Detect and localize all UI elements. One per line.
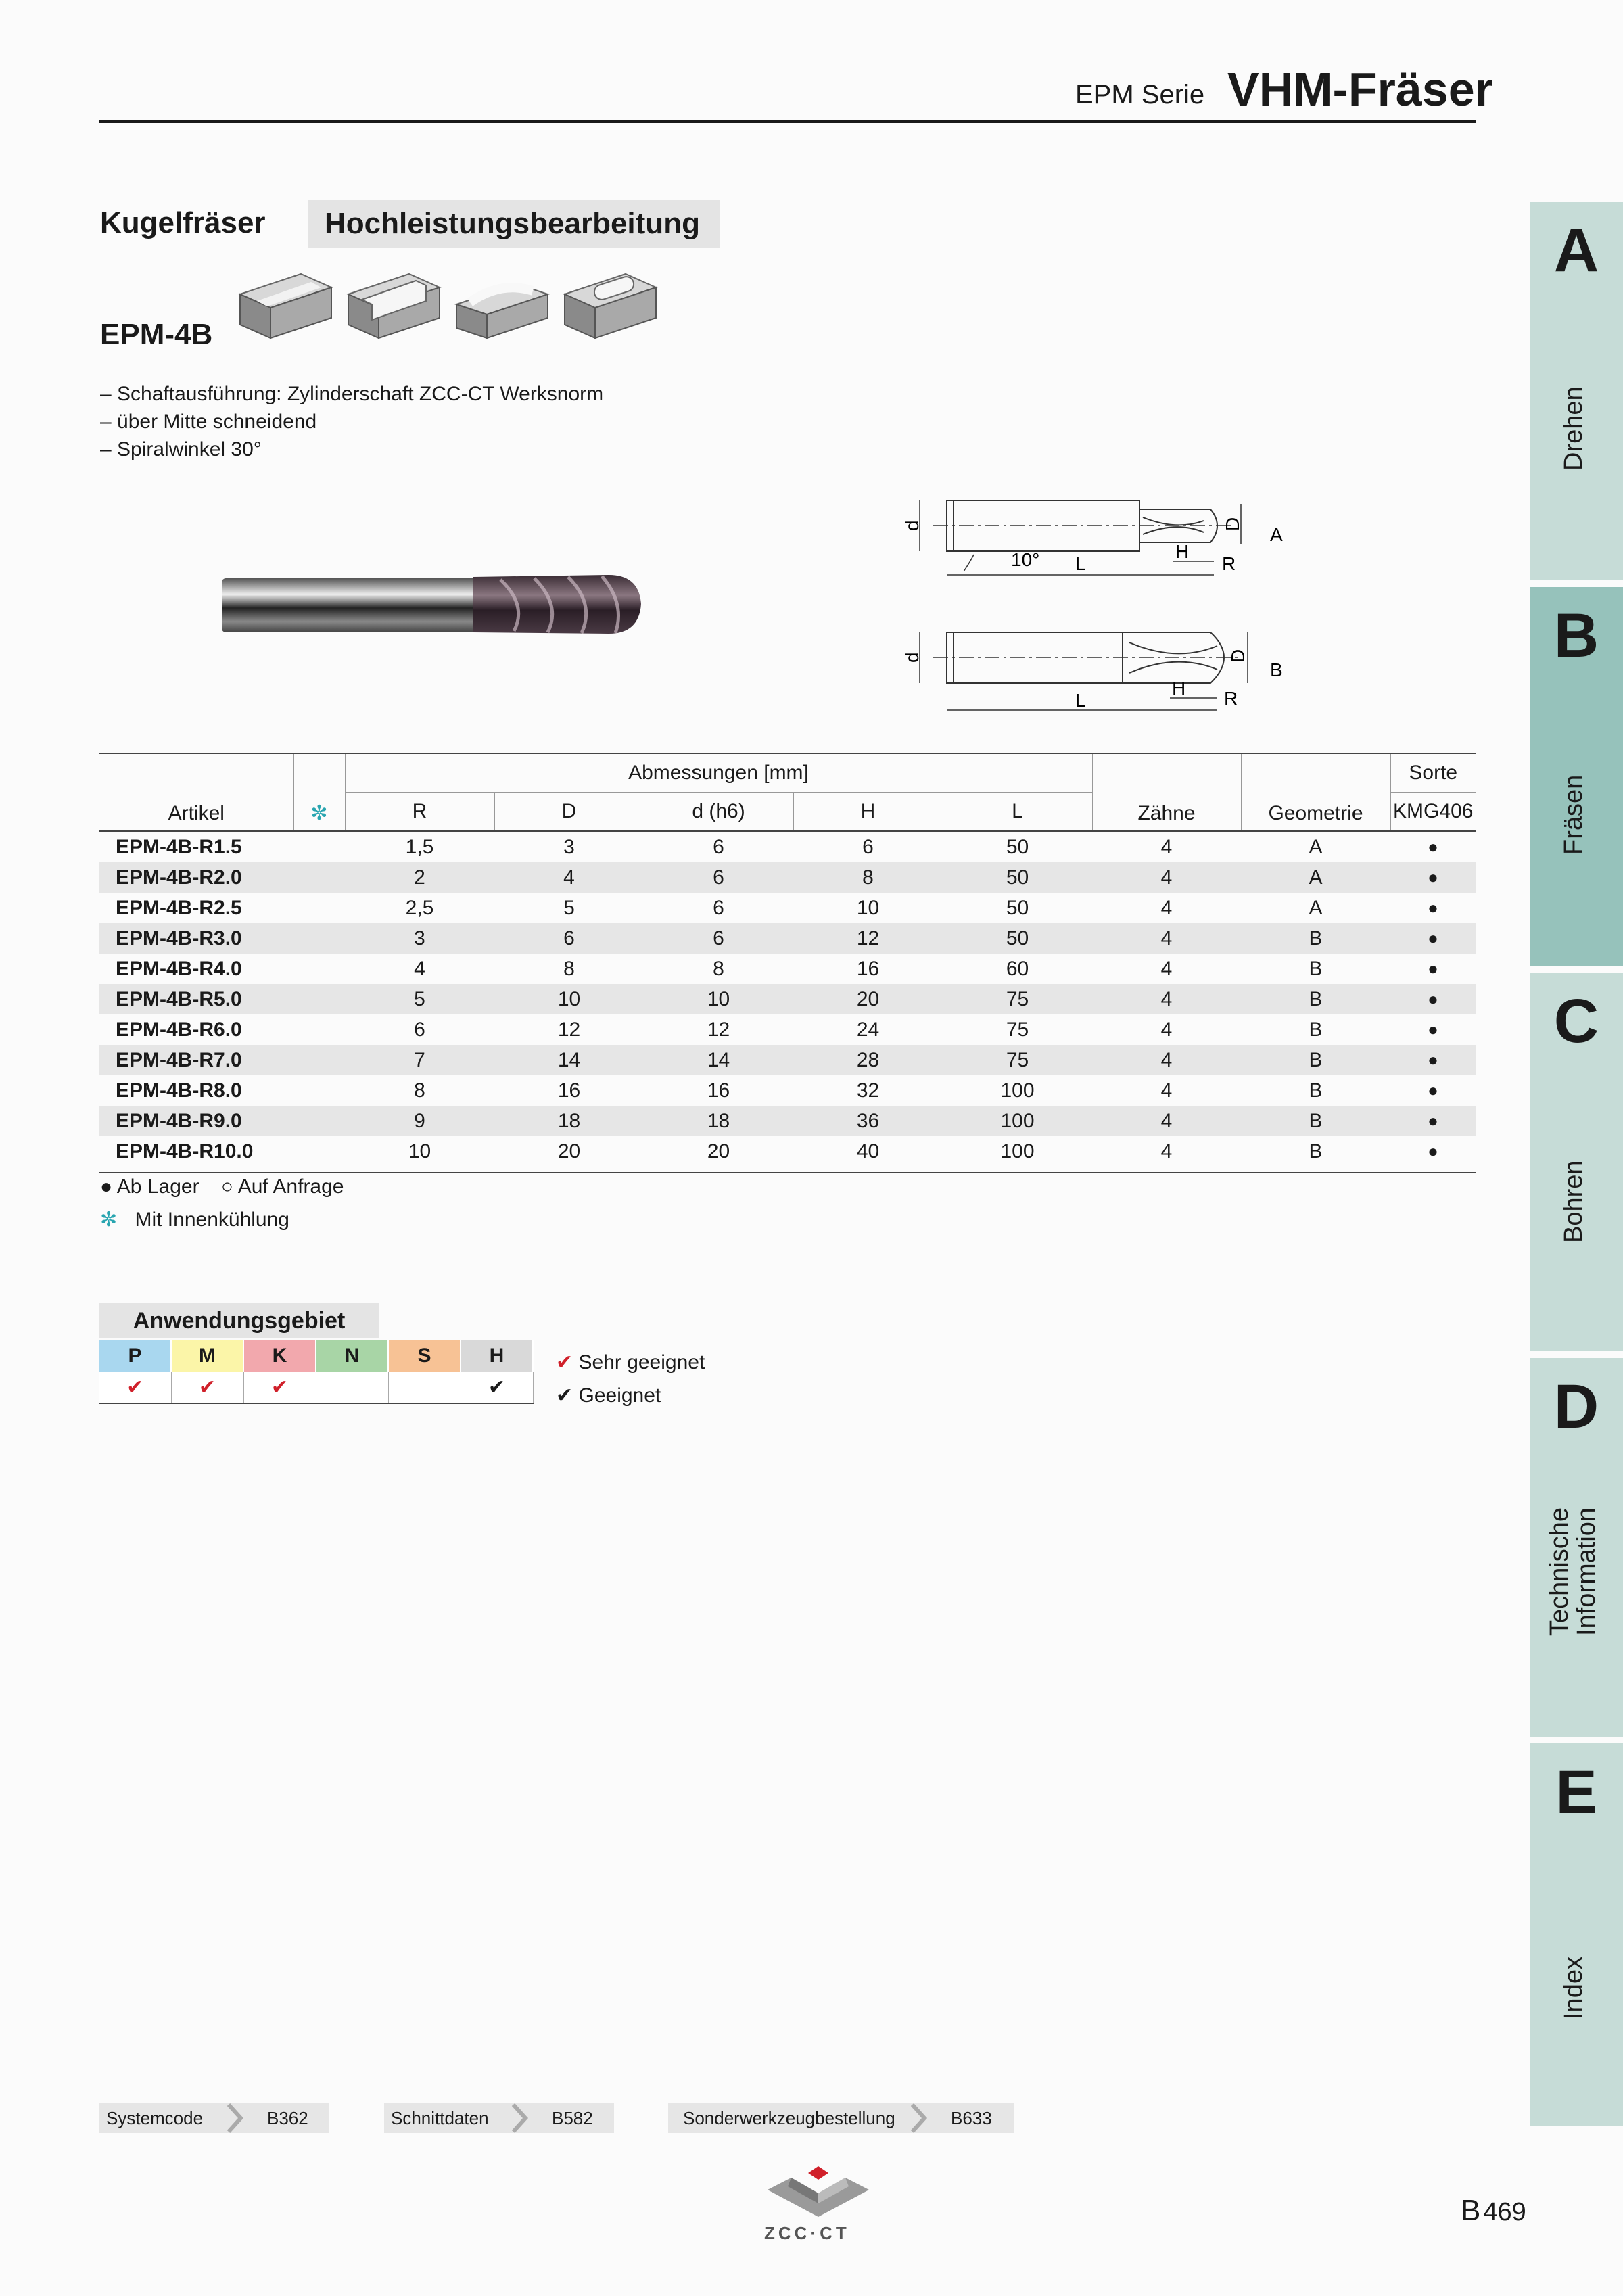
table-cell: 6	[414, 1018, 425, 1041]
table-cell: 10	[494, 984, 644, 1014]
application-table	[99, 1340, 534, 1404]
table-cell: 4	[1160, 1140, 1173, 1163]
dim-R: R	[1222, 553, 1236, 574]
feature-item: – Schaftausführung: Zylinderschaft ZCC-CT Werksnorm	[100, 383, 604, 405]
article-code: EPM-4B-R1.5	[116, 835, 242, 858]
table-cell: 50	[943, 923, 1092, 954]
feature-item: – Spiralwinkel 30°	[100, 438, 262, 461]
drawing-geometry-a	[901, 490, 1292, 592]
material-code-n: N	[316, 1340, 388, 1372]
table-cell: 12	[793, 923, 943, 954]
check-red-icon: ✔	[556, 1351, 573, 1374]
dim-R: R	[1224, 688, 1238, 709]
table-cell: 12	[557, 1018, 581, 1041]
dim-d: d	[901, 652, 922, 663]
table-cell: 60	[1006, 957, 1029, 980]
table-cell: 4	[1092, 1106, 1241, 1136]
article-code: EPM-4B-R7.0	[99, 1045, 293, 1075]
table-row	[99, 923, 1476, 954]
application-legend	[556, 1346, 705, 1412]
col-d-h6: d (h6)	[644, 793, 793, 832]
table-cell: B	[1241, 984, 1390, 1014]
material-mark-s	[388, 1372, 461, 1403]
geometry-label-b: B	[1270, 659, 1283, 680]
table-row	[99, 1106, 1476, 1136]
tab-letter: A	[1553, 216, 1599, 285]
stock-legend	[100, 1175, 344, 1198]
table-row	[99, 1136, 1476, 1167]
table-cell: 1,5	[405, 835, 434, 858]
col-zaehne: Zähne	[1092, 753, 1241, 831]
dim-D: D	[1222, 517, 1243, 531]
table-cell: 75	[943, 984, 1092, 1014]
table-cell: 3	[345, 923, 494, 954]
table-cell	[293, 862, 345, 893]
table-cell: 4	[1160, 835, 1173, 858]
link-label: Systemcode	[106, 2108, 204, 2128]
table-cell: 3	[563, 835, 575, 858]
legend-very-suitable: Sehr geeignet	[578, 1351, 705, 1374]
geometry-label-a: A	[1270, 524, 1283, 545]
feature-list	[100, 380, 603, 463]
material-mark-p: ✔	[99, 1372, 171, 1403]
feature-item: – über Mitte schneidend	[100, 411, 317, 433]
table-cell: 36	[793, 1106, 943, 1136]
table-cell	[293, 893, 345, 923]
table-cell: 20	[557, 1140, 581, 1163]
table-cell: ●	[1428, 897, 1438, 918]
table-cell: 20	[793, 984, 943, 1014]
table-cell	[293, 954, 345, 984]
table-cell: 5	[563, 896, 575, 919]
material-code-p: P	[99, 1340, 171, 1372]
table-cell: 16	[557, 1079, 581, 1102]
article-code: EPM-4B-R2.0	[99, 862, 293, 893]
material-code-s: S	[388, 1340, 461, 1372]
chevron-right-icon	[225, 2103, 245, 2133]
table-cell: 10	[856, 896, 880, 919]
table-cell: 4	[1160, 957, 1173, 980]
product-title: EPM-4B	[100, 318, 213, 351]
drawing-geometry-b	[901, 622, 1292, 724]
table-cell: 6	[644, 862, 793, 893]
material-mark-n	[316, 1372, 388, 1403]
table-cell: 7	[345, 1045, 494, 1075]
table-cell: 8	[414, 1079, 425, 1102]
tool-photo	[216, 565, 649, 642]
table-row	[99, 1075, 1476, 1106]
spec-table	[99, 753, 1476, 1167]
table-cell: 100	[1000, 1079, 1035, 1102]
table-cell: ●	[1428, 1019, 1438, 1039]
table-cell	[293, 984, 345, 1014]
table-cell: 4	[1092, 1045, 1241, 1075]
category-badge: Hochleistungsbearbeitung	[308, 200, 720, 248]
table-cell: 50	[943, 862, 1092, 893]
dim-H: H	[1175, 541, 1190, 562]
tab-letter: C	[1553, 987, 1599, 1056]
table-cell: 12	[707, 1018, 730, 1041]
tab-letter: E	[1555, 1758, 1597, 1827]
material-mark-h: ✔	[461, 1372, 533, 1403]
table-cell: 14	[644, 1045, 793, 1075]
col-geometrie: Geometrie	[1241, 753, 1390, 831]
tab-label: Technische Information	[1545, 1507, 1601, 1637]
header-rule	[99, 120, 1476, 123]
dim-D: D	[1227, 649, 1248, 663]
table-cell: 4	[1160, 1079, 1173, 1102]
table-cell: 6	[494, 923, 644, 954]
table-cell: ●	[1428, 837, 1438, 857]
col-r: R	[345, 793, 494, 832]
material-code-h: H	[461, 1340, 533, 1372]
legend-stock: ● Ab Lager	[100, 1175, 199, 1198]
col-d-upper: D	[494, 793, 644, 832]
table-cell: B	[1309, 1140, 1323, 1163]
table-cell: 6	[713, 835, 724, 858]
coolant-icon: ✼	[293, 753, 345, 831]
tab-technische-information[interactable]	[1530, 1358, 1623, 1737]
tab-fraesen[interactable]	[1530, 587, 1623, 966]
table-row	[99, 1014, 1476, 1045]
table-cell: 75	[943, 1045, 1092, 1075]
article-code: EPM-4B-R2.5	[116, 896, 242, 919]
coolant-icon: ✼	[100, 1209, 118, 1231]
link-schnittdaten[interactable]	[384, 2103, 614, 2133]
legend-request: ○ Auf Anfrage	[220, 1175, 344, 1198]
table-bottom-rule	[99, 1172, 1476, 1173]
chevron-right-icon	[509, 2103, 530, 2133]
shoulder-milling-icon	[240, 274, 331, 338]
table-row	[99, 893, 1476, 923]
slot-milling-icon	[348, 274, 440, 338]
table-cell: B	[1241, 923, 1390, 954]
application-title: Anwendungsgebiet	[99, 1303, 379, 1338]
table-cell: 8	[793, 862, 943, 893]
table-cell: B	[1241, 1106, 1390, 1136]
col-h: H	[793, 793, 943, 832]
link-page: B633	[951, 2108, 992, 2128]
link-page: B582	[552, 2108, 593, 2128]
article-code: EPM-4B-R6.0	[116, 1018, 242, 1041]
page-prefix: B	[1461, 2194, 1481, 2227]
profile-milling-icon	[456, 284, 548, 338]
table-cell: 4	[1092, 923, 1241, 954]
table-cell: 6	[713, 896, 724, 919]
table-cell: 4	[414, 957, 425, 980]
col-artikel: Artikel	[99, 753, 293, 831]
table-cell: 50	[1006, 896, 1029, 919]
material-codes-row	[99, 1340, 533, 1372]
coolant-legend	[100, 1208, 289, 1232]
table-cell: 5	[345, 984, 494, 1014]
table-cell: 20	[707, 1140, 730, 1163]
tab-label: Bohren	[1559, 1160, 1588, 1243]
table-cell: 10	[408, 1140, 431, 1163]
logo-text: ZCC·CT	[764, 2223, 850, 2243]
legend-coolant: Mit Innenkühlung	[135, 1209, 289, 1231]
dim-d: d	[901, 520, 922, 531]
table-row	[99, 984, 1476, 1014]
page-number-value: 469	[1483, 2198, 1526, 2226]
table-cell: 18	[644, 1106, 793, 1136]
table-cell: 100	[1000, 1140, 1035, 1163]
dim-angle: 10°	[1011, 549, 1040, 570]
table-cell: A	[1309, 835, 1323, 858]
dim-L: L	[1075, 690, 1086, 711]
table-cell: 32	[856, 1079, 880, 1102]
table-cell	[293, 1106, 345, 1136]
table-cell: 75	[1006, 1018, 1029, 1041]
series-label: EPM Serie	[1075, 80, 1205, 110]
table-cell: 8	[713, 957, 724, 980]
article-code: EPM-4B-R9.0	[99, 1106, 293, 1136]
table-cell	[293, 1014, 345, 1045]
table-cell: ●	[1428, 958, 1438, 979]
table-cell: 2,5	[405, 896, 434, 919]
table-cell	[293, 923, 345, 954]
category-title: Kugelfräser	[100, 206, 266, 239]
link-page: B362	[267, 2108, 308, 2128]
table-cell: 28	[793, 1045, 943, 1075]
table-cell: 4	[1160, 896, 1173, 919]
tab-drehen[interactable]	[1530, 202, 1623, 580]
table-cell: 4	[1092, 984, 1241, 1014]
table-cell: ●	[1428, 1141, 1438, 1161]
dim-L: L	[1075, 553, 1086, 574]
link-systemcode[interactable]	[99, 2103, 329, 2133]
zcc-ct-logo-icon	[761, 2163, 876, 2220]
table-cell	[293, 1136, 345, 1167]
group-sorte: Sorte	[1390, 753, 1476, 793]
table-cell: 4	[1160, 1018, 1173, 1041]
table-cell	[293, 1075, 345, 1106]
table-cell: 2	[345, 862, 494, 893]
table-cell: 50	[1006, 835, 1029, 858]
page-number	[1461, 2194, 1526, 2228]
link-label: Schnittdaten	[391, 2108, 489, 2128]
table-cell: A	[1241, 862, 1390, 893]
table-cell: ●	[1390, 984, 1476, 1014]
table-cell: B	[1309, 1018, 1323, 1041]
table-cell: 40	[856, 1140, 880, 1163]
tab-label: Drehen	[1559, 386, 1588, 471]
legend-suitable: Geeignet	[578, 1384, 661, 1407]
table-cell: B	[1309, 957, 1323, 980]
tab-letter: B	[1553, 601, 1599, 670]
table-cell: ●	[1390, 1045, 1476, 1075]
article-code: EPM-4B-R5.0	[99, 984, 293, 1014]
table-row	[99, 1045, 1476, 1075]
col-l: L	[943, 793, 1092, 832]
table-cell: B	[1309, 1079, 1323, 1102]
material-code-k: K	[243, 1340, 316, 1372]
pocket-milling-icon	[565, 274, 656, 338]
table-cell: 8	[563, 957, 575, 980]
table-cell: ●	[1428, 1080, 1438, 1100]
table-cell	[293, 831, 345, 862]
table-cell: 4	[494, 862, 644, 893]
table-cell: 6	[644, 923, 793, 954]
table-cell: 6	[862, 835, 874, 858]
table-cell: 100	[943, 1106, 1092, 1136]
dim-H: H	[1172, 678, 1186, 699]
article-code: EPM-4B-R4.0	[116, 957, 242, 980]
article-code: EPM-4B-R10.0	[116, 1140, 254, 1163]
machining-icons	[237, 267, 659, 345]
table-cell: ●	[1390, 1106, 1476, 1136]
tab-letter: D	[1553, 1372, 1599, 1441]
table-cell: 14	[494, 1045, 644, 1075]
spec-table-body	[99, 831, 1476, 1167]
table-cell: 16	[707, 1079, 730, 1102]
table-row	[99, 831, 1476, 862]
article-code: EPM-4B-R8.0	[116, 1079, 242, 1102]
table-cell: 9	[345, 1106, 494, 1136]
link-sonderwerkzeugbestellung[interactable]	[668, 2103, 1014, 2133]
tab-bohren[interactable]	[1530, 973, 1623, 1351]
table-cell: 4	[1092, 862, 1241, 893]
tab-label: Index	[1559, 1957, 1588, 2019]
table-cell: ●	[1390, 923, 1476, 954]
article-code: EPM-4B-R3.0	[99, 923, 293, 954]
table-cell: B	[1241, 1045, 1390, 1075]
group-abmessungen: Abmessungen [mm]	[345, 753, 1092, 793]
chevron-right-icon	[908, 2103, 928, 2133]
material-code-m: M	[171, 1340, 243, 1372]
table-cell: ●	[1390, 862, 1476, 893]
material-marks-row	[99, 1372, 533, 1403]
material-mark-k: ✔	[243, 1372, 316, 1403]
link-label: Sonderwerkzeugbestellung	[683, 2108, 895, 2128]
col-kmg406: KMG406	[1390, 793, 1476, 832]
tab-index[interactable]	[1530, 1743, 1623, 2126]
table-cell: 18	[494, 1106, 644, 1136]
table-cell: 10	[644, 984, 793, 1014]
table-cell	[293, 1045, 345, 1075]
check-black-icon: ✔	[556, 1384, 573, 1407]
tab-label: Fräsen	[1559, 774, 1588, 855]
table-row	[99, 862, 1476, 893]
page-title: VHM-Fräser	[1227, 63, 1493, 116]
material-mark-m: ✔	[171, 1372, 243, 1403]
table-row	[99, 954, 1476, 984]
table-cell: A	[1309, 896, 1323, 919]
table-cell: 24	[856, 1018, 880, 1041]
table-cell: 16	[856, 957, 880, 980]
